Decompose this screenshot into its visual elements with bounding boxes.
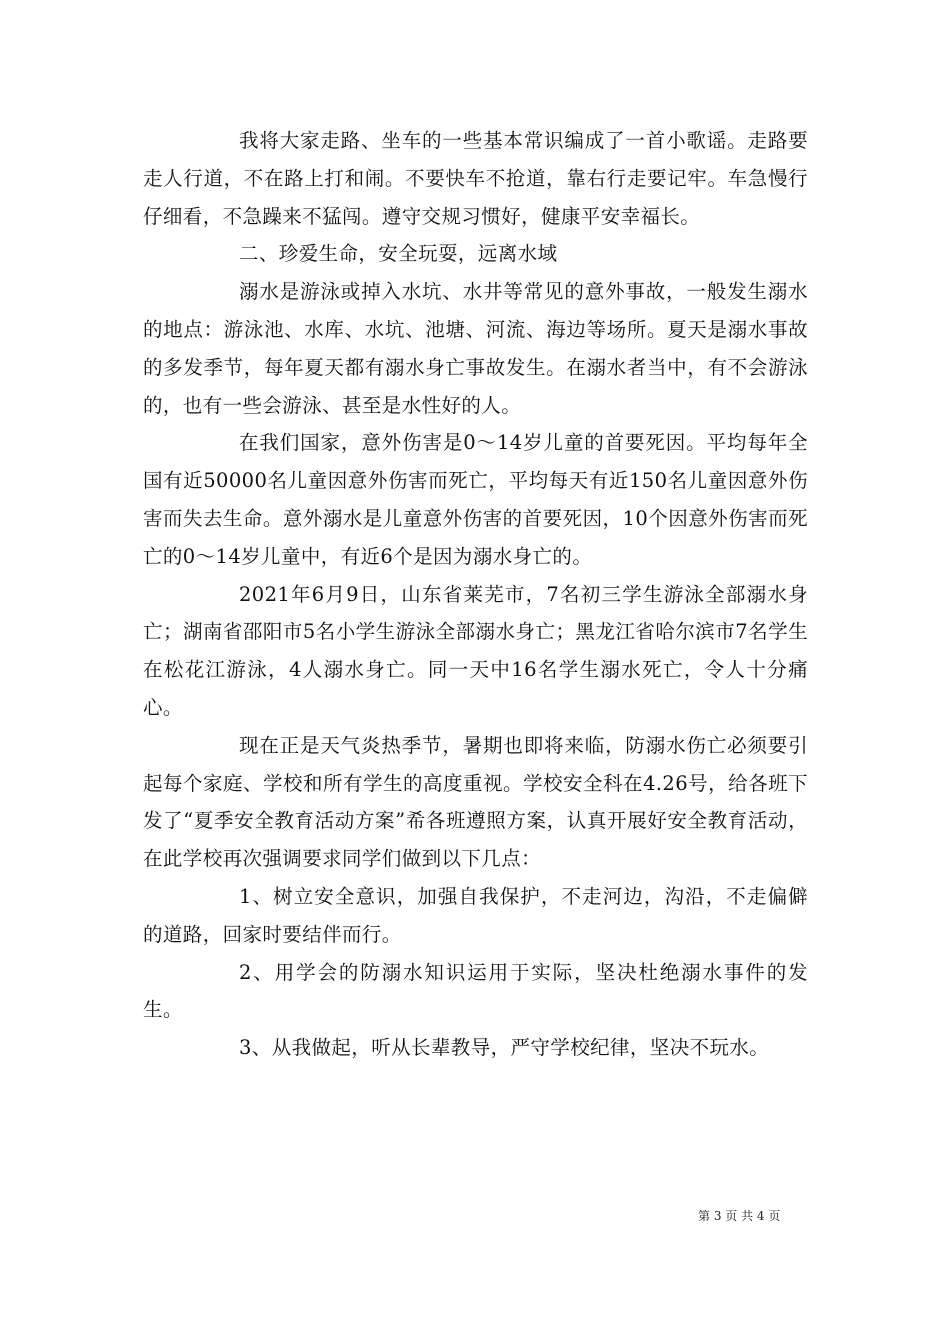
paragraph-song: 我将大家走路、坐车的一些基本常识编成了一首小歌谣。走路要走人行道，不在路上打和闹。不要快车不抢道，靠右行走要记牢。车急慢行仔细看，不急躁来不猛闯。遵守交规习惯好，健康平安幸福长。 <box>143 129 808 228</box>
list-item: 3、从我做起，听从长辈教导，严守学校纪律，坚决不玩水。 <box>239 1036 770 1060</box>
paragraph-drowning-intro: 溺水是游泳或掉入水坑、水井等常见的意外事故，一般发生溺水的地点：游泳池、水库、水坑、池塘、河流、海边等场所。夏天是溺水事故的多发季节，每年夏天都有溺水身亡事故发生。在溺水者当中，有不会游泳的，也有一些会游泳、甚至是水性好的人。 <box>143 280 808 417</box>
section-heading: 二、珍爱生命，安全玩耍，远离水域 <box>239 242 558 266</box>
page-number: 第 3 页 共 4 页 <box>698 1209 781 1223</box>
document-body <box>143 122 808 1067</box>
paragraph-school-notice: 现在正是天气炎热季节，暑期也即将来临，防溺水伤亡必须要引起每个家庭、学校和所有学生的高度重视。学校安全科在4.26号，给各班下发了“夏季安全教育活动方案”希各班遵照方案，认真开展好安全教育活动，在此学校再次强调要求同学们做到以下几点： <box>143 733 808 871</box>
list-item: 1、树立安全意识，加强自我保护，不走河边，沟沿，不走偏僻的道路，回家时要结伴而行。 <box>143 884 808 946</box>
paragraph-incidents: 2021年6月9日，山东省莱芜市，7名初三学生游泳全部溺水身亡；湖南省邵阳市5名小学生游泳全部溺水身亡；黑龙江省哈尔滨市7名学生在松花江游泳，4人溺水身亡。同一天中16名学生溺水死亡，令人十分痛心。 <box>143 582 808 719</box>
paragraph-statistics: 在我们国家，意外伤害是0～14岁儿童的首要死因。平均每年全国有近50000名儿童因意外伤害而死亡，平均每天有近150名儿童因意外伤害而失去生命。意外溺水是儿童意外伤害的首要死因，10个因意外伤害而死亡的0～14岁儿童中，有近6个是因为溺水身亡的。 <box>143 431 808 568</box>
list-item: 2、用学会的防溺水知识运用于实际，坚决杜绝溺水事件的发生。 <box>143 960 808 1022</box>
